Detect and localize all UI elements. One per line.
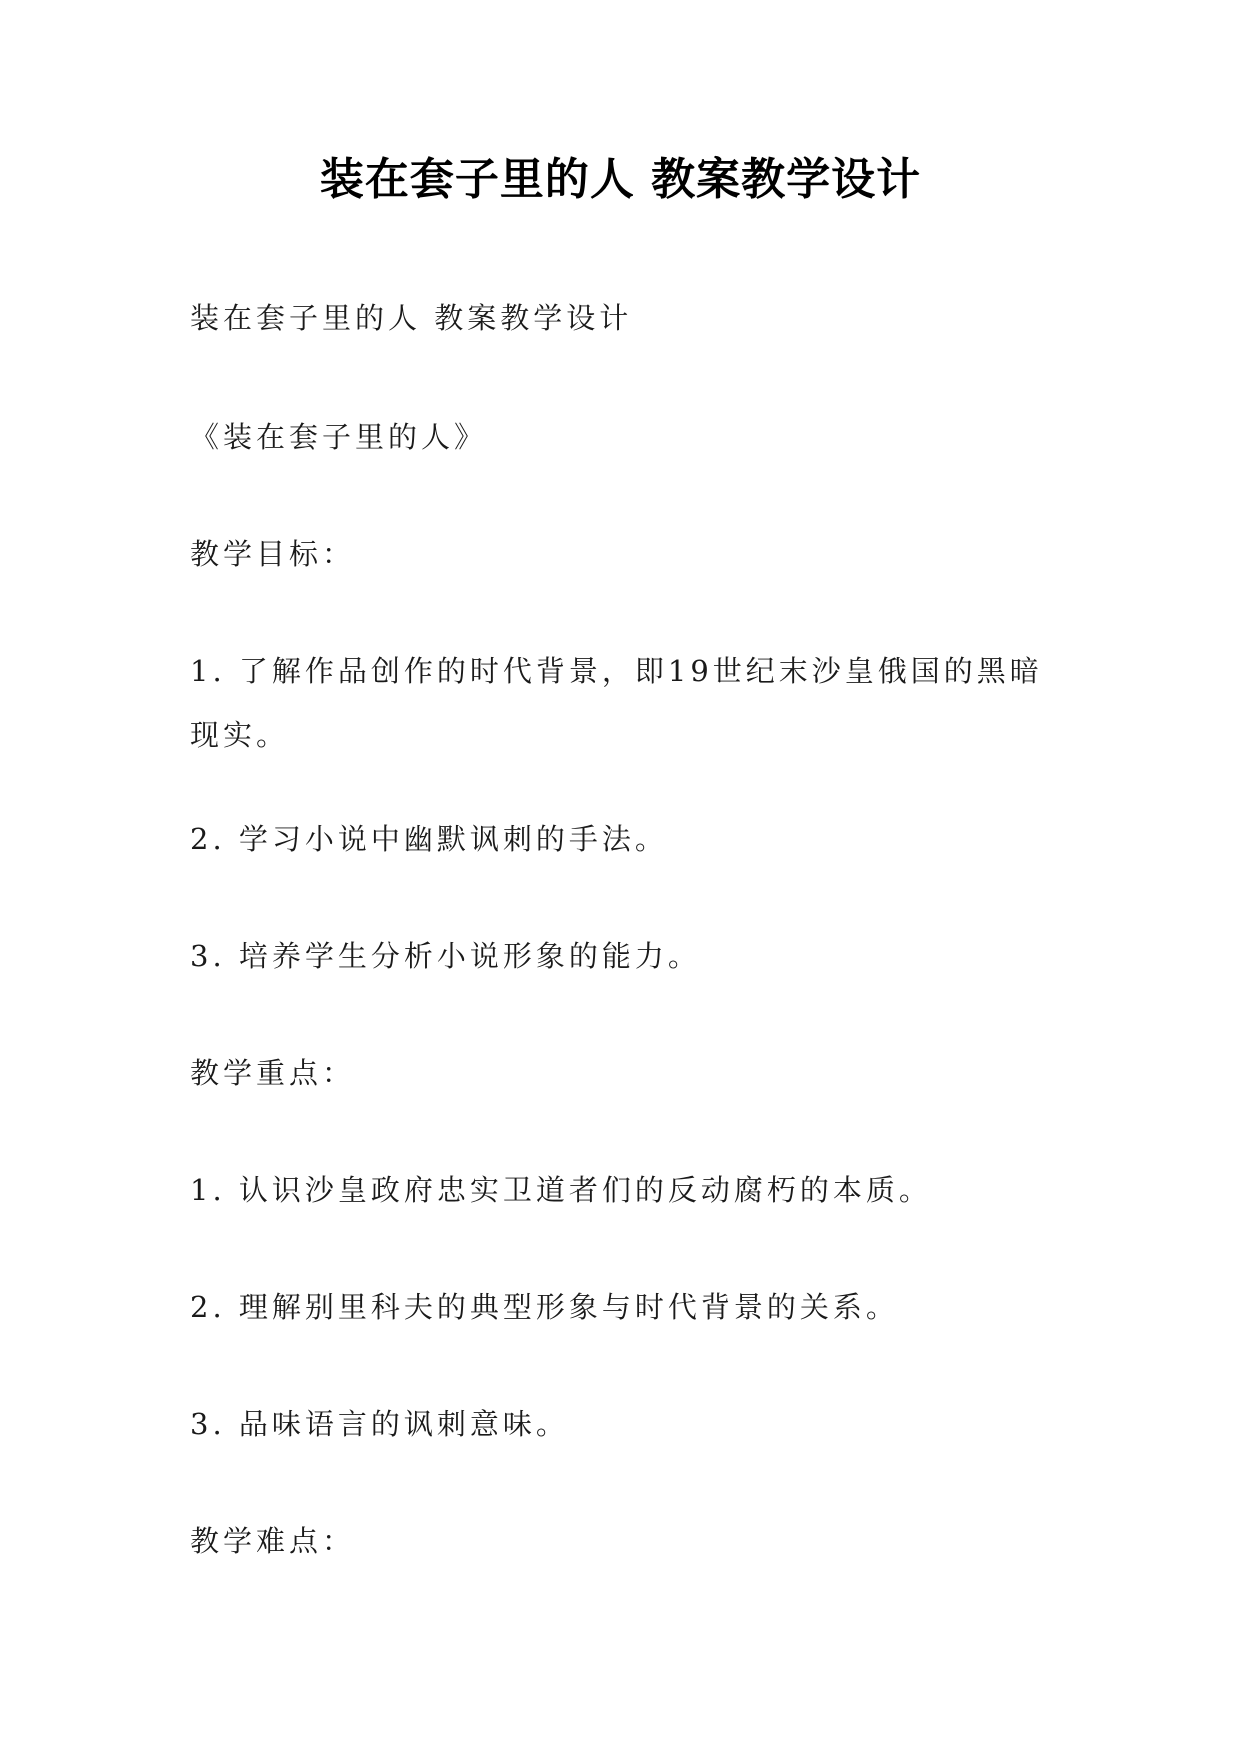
- document-title: 装在套子里的人 教案教学设计: [319, 154, 922, 205]
- paragraph-subtitle: 装在套子里的人 教案教学设计: [190, 301, 633, 335]
- goal-item-3: 3. 培养学生分析小说形象的能力。: [190, 939, 701, 973]
- focus-item-1: 1. 认识沙皇政府忠实卫道者们的反动腐朽的本质。: [190, 1173, 932, 1207]
- focus-item-3: 3. 品味语言的讽刺意味。: [190, 1407, 569, 1441]
- paragraph-book-title: 《装在套子里的人》: [190, 420, 488, 454]
- focus-item-2: 2. 理解别里科夫的典型形象与时代背景的关系。: [190, 1290, 899, 1324]
- heading-teaching-difficulties: 教学难点：: [190, 1524, 356, 1558]
- heading-teaching-focus: 教学重点：: [190, 1056, 356, 1090]
- heading-teaching-goals: 教学目标：: [190, 537, 356, 571]
- goal-item-1: 1. 了解作品创作的时代背景，即19世纪末沙皇俄国的黑暗现实。: [190, 654, 1043, 752]
- goal-item-2: 2. 学习小说中幽默讽刺的手法。: [190, 822, 668, 856]
